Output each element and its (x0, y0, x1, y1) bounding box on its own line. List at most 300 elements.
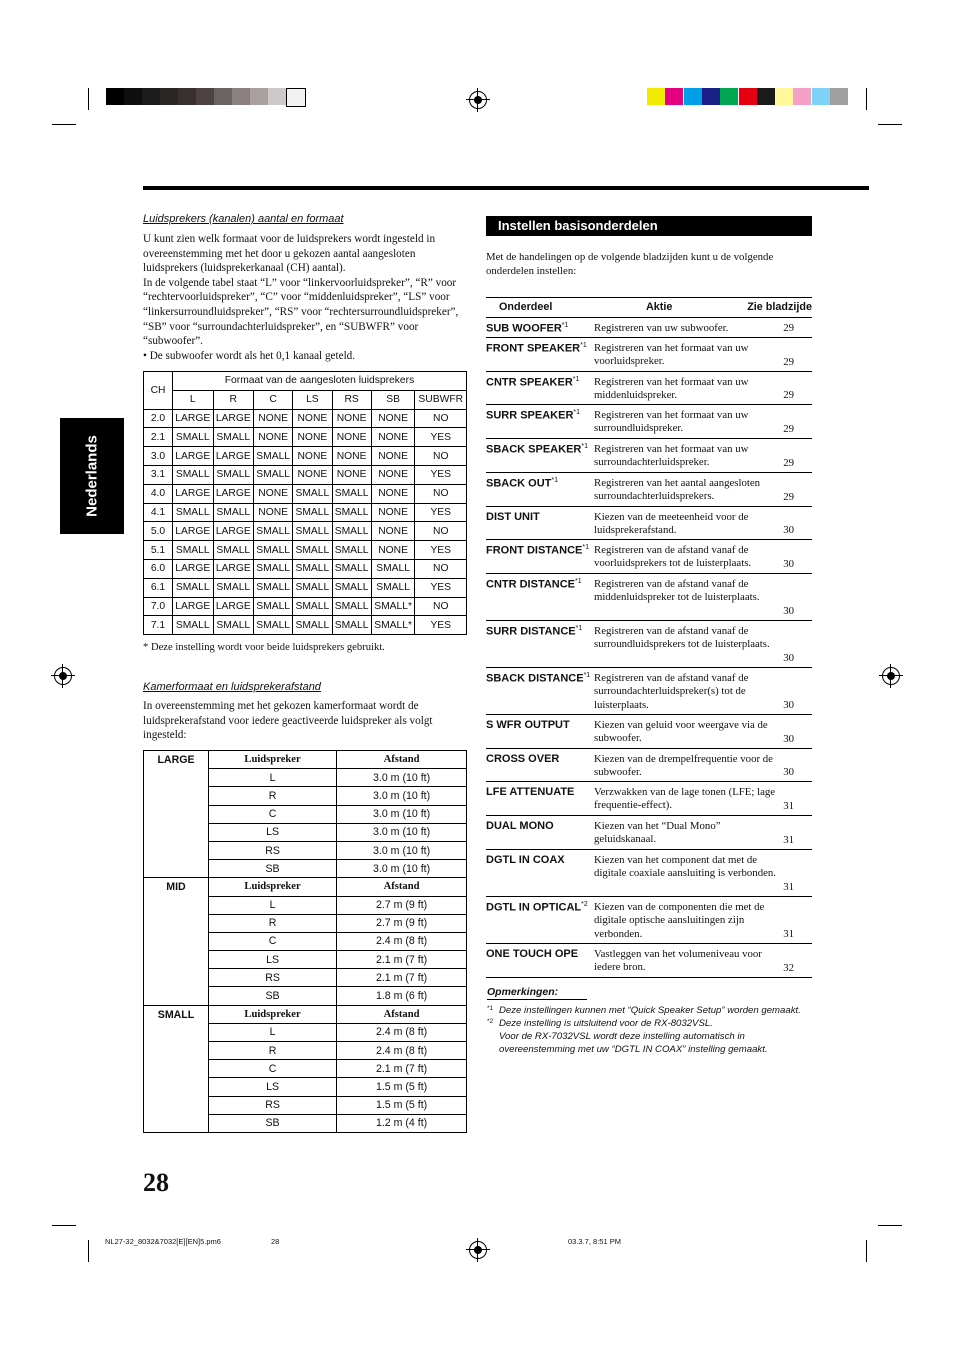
item-name (486, 854, 565, 866)
item-page: 29 (783, 322, 794, 334)
speaker-cell: R (209, 787, 337, 805)
size-cell: NONE (371, 522, 415, 541)
size-cell: NONE (332, 428, 371, 447)
footnote-mark: *1 (581, 443, 588, 450)
color-swatch (812, 88, 830, 105)
table-row (144, 878, 467, 896)
item-description: Kiezen van het component dat met de digitale coaxiale aansluiting is verbonden. (594, 854, 776, 880)
size-cell: SMALL (254, 597, 293, 616)
distance-cell: 2.1 m (7 ft) (337, 1060, 467, 1078)
item-name-text: FRONT SPEAKER (486, 342, 581, 355)
registration-mark-icon (54, 667, 72, 685)
item-name (486, 443, 588, 456)
distance-col-header: Afstand (337, 1005, 467, 1023)
color-swatch (665, 88, 683, 105)
distance-cell: 1.5 m (5 ft) (337, 1096, 467, 1114)
item-description: Registreren van de afstand vanaf de surroundluidsprekers tot de luisterplaats. (594, 625, 770, 651)
color-swatch (739, 88, 757, 105)
crop-mark (878, 124, 902, 125)
size-cell: LARGE (173, 597, 214, 616)
item-name (486, 477, 558, 490)
ch-count-cell: 2.1 (144, 428, 173, 447)
size-cell: NO (415, 484, 467, 503)
size-cell: NONE (254, 484, 293, 503)
note-text: Deze instelling is uitsluitend voor de RX-8032VSL. (499, 1018, 713, 1029)
item-name (486, 625, 582, 638)
size-cell: SMALL (213, 578, 254, 597)
item-name (486, 409, 580, 422)
notes-heading (487, 986, 587, 1000)
size-cell: SMALL (332, 559, 371, 578)
size-cell: SMALL (213, 503, 254, 522)
size-cell: SMALL (173, 578, 214, 597)
gray-swatch (232, 88, 250, 105)
footnote-mark: *1 (551, 477, 559, 484)
ch-count-cell: 6.1 (144, 578, 173, 597)
item-page: 32 (783, 962, 794, 974)
item-name-text: ONE TOUCH OPE (486, 948, 579, 960)
size-cell: NO (415, 559, 467, 578)
size-cell: NONE (371, 409, 415, 428)
settings-item-row (486, 405, 812, 439)
item-page: 29 (783, 491, 794, 503)
item-name-text: SBACK SPEAKER (486, 443, 582, 456)
size-cell: YES (415, 428, 467, 447)
size-cell: LARGE (213, 447, 254, 466)
size-cell: LARGE (213, 559, 254, 578)
distance-cell: 1.2 m (4 ft) (337, 1114, 467, 1132)
size-cell: SMALL (173, 428, 214, 447)
crop-mark (866, 88, 867, 110)
note-item (487, 1030, 805, 1056)
distance-cell: 2.1 m (7 ft) (337, 951, 467, 969)
size-cell: YES (415, 465, 467, 484)
settings-item-row (486, 782, 812, 816)
speaker-col-header: Luidspreker (209, 878, 337, 896)
size-cell: SMALL (332, 503, 371, 522)
note-item (487, 1004, 805, 1017)
footnote-mark: *1 (572, 376, 580, 383)
gray-swatch (124, 88, 142, 105)
legend-paragraph: In de volgende tabel staat “L” voor “linkervoorluidspreker”, “R” voor “rechtervoorluidspreker”, “C” voor “middenluidspreker”, “LS” voor “linkersurroundluidspreker”, “RS” voor “rechtersurroundluidspreker”, “SB” voor “surroundachterluidspreker”, en “SUBWFR” voor “subwoofer”. (143, 276, 459, 348)
speaker-cell: C (209, 1060, 337, 1078)
size-cell: NONE (293, 428, 332, 447)
size-cell: SMALL (213, 465, 254, 484)
size-cell: SMALL (254, 559, 293, 578)
speaker-col-header: Luidspreker (209, 1005, 337, 1023)
speaker-count-heading: Luidsprekers (kanalen) aantal en formaat (143, 213, 344, 225)
size-group-header: Formaat van de aangesloten luidsprekers (173, 372, 467, 391)
footnote-mark: *1 (575, 578, 582, 585)
item-description: Registreren van het formaat van uw surroundluidspreker. (594, 409, 749, 435)
size-cell: SMALL (213, 541, 254, 560)
item-description: Kiezen van het “Dual Mono” geluidskanaal. (594, 820, 721, 846)
color-swatch (647, 88, 665, 105)
size-cell: YES (415, 578, 467, 597)
item-name (486, 342, 587, 355)
item-name (486, 820, 554, 832)
item-name-text: CNTR DISTANCE (486, 578, 576, 591)
item-page: 29 (783, 457, 794, 469)
item-description: Registreren van het aantal aangesloten surroundachterluidsprekers. (594, 477, 761, 503)
page-number: 28 (143, 1168, 169, 1197)
distance-cell: 3.0 m (10 ft) (337, 841, 467, 859)
section-heading-bar (486, 216, 812, 236)
speaker-cell: C (209, 932, 337, 950)
speaker-distance-table (143, 750, 467, 1133)
size-cell: LARGE (173, 522, 214, 541)
size-cell: SMALL* (371, 597, 415, 616)
size-cell: NONE (293, 409, 332, 428)
room-size-paragraph: In overeenstemming met het gekozen kamerformaat wordt de luidsprekerafstand voor iedere geactiveerde luidspreker als volgt ingesteld: (143, 700, 433, 742)
size-cell: SMALL (371, 559, 415, 578)
registration-mark-icon (469, 1241, 487, 1259)
distance-col-header: Afstand (337, 751, 467, 769)
item-page: 30 (783, 652, 794, 664)
speaker-cell: LS (209, 951, 337, 969)
size-cell: NONE (371, 447, 415, 466)
item-page: 30 (783, 558, 794, 570)
ch-column-header: C (254, 390, 293, 409)
item-name-text: S WFR OUTPUT (486, 719, 570, 731)
distance-cell: 3.0 m (10 ft) (337, 769, 467, 787)
footnote-mark: *1 (575, 625, 583, 632)
gray-swatch (160, 88, 178, 105)
settings-item-row (486, 715, 812, 749)
speaker-cell: LS (209, 823, 337, 841)
size-cell: SMALL (173, 616, 214, 635)
settings-item-row (486, 338, 812, 372)
item-page: 31 (783, 928, 794, 940)
item-name (486, 948, 578, 960)
item-description: Kiezen van de drempelfrequentie voor de subwoofer. (594, 753, 773, 779)
size-cell: NONE (332, 409, 371, 428)
size-cell: SMALL (254, 522, 293, 541)
table-row (144, 522, 467, 541)
distance-cell: 2.7 m (9 ft) (337, 914, 467, 932)
settings-item-row (486, 749, 812, 782)
settings-item-row (486, 816, 812, 850)
table-row (144, 484, 467, 503)
item-description: Registreren van uw subwoofer. (594, 322, 729, 334)
size-cell: SMALL (332, 578, 371, 597)
size-cell: NONE (254, 409, 293, 428)
item-name-text: SBACK DISTANCE (486, 672, 584, 685)
gray-swatch (268, 88, 286, 105)
speaker-cell: SB (209, 1114, 337, 1132)
settings-item-row (486, 318, 812, 338)
table-row (144, 1005, 467, 1023)
size-cell: SMALL (293, 597, 332, 616)
footer-page: 28 (271, 1237, 280, 1246)
size-cell: NONE (293, 465, 332, 484)
size-cell: YES (415, 541, 467, 560)
color-swatch (830, 88, 848, 105)
item-description: Registreren van het formaat van uw middenluidspreker. (594, 376, 749, 402)
color-swatch (684, 88, 702, 105)
distance-cell: 3.0 m (10 ft) (337, 805, 467, 823)
ch-count-cell: 3.0 (144, 447, 173, 466)
footnote-mark: *1 (561, 322, 569, 329)
size-cell: SMALL (332, 484, 371, 503)
size-cell: NONE (254, 503, 293, 522)
size-cell: SMALL (213, 616, 254, 635)
crop-mark (88, 88, 89, 110)
ch-count-cell: 5.1 (144, 541, 173, 560)
color-swatch (793, 88, 811, 105)
distance-cell: 2.4 m (8 ft) (337, 932, 467, 950)
settings-item-row (486, 439, 812, 473)
size-cell: SMALL (254, 578, 293, 597)
notes-list (487, 1004, 805, 1056)
registration-mark-icon (469, 91, 487, 109)
speaker-cell: L (209, 896, 337, 914)
distance-cell: 1.5 m (5 ft) (337, 1078, 467, 1096)
table-row (144, 751, 467, 769)
size-cell: SMALL (293, 522, 332, 541)
item-description: Registreren van het formaat van uw voorluidspreker. (594, 342, 749, 368)
item-name-text: DGTL IN OPTICAL (486, 901, 582, 914)
item-page: 30 (783, 699, 794, 711)
gray-swatch (250, 88, 268, 105)
note-text: Voor de RX-7032VSL wordt deze instelling automatisch in overeenstemming met uw “DGTL IN COAX” instelling gemaakt. (499, 1031, 768, 1055)
gray-swatch (214, 88, 232, 105)
item-name-text: CNTR SPEAKER (486, 376, 573, 389)
size-cell: NO (415, 409, 467, 428)
size-cell: SMALL (254, 465, 293, 484)
item-name (486, 753, 559, 765)
item-name (486, 786, 574, 798)
size-cell: LARGE (173, 484, 214, 503)
speaker-cell: RS (209, 841, 337, 859)
crop-mark (878, 1225, 902, 1226)
footer-filename: NL27-32_8032&7032[E][EN]5.pm6 (105, 1237, 221, 1246)
size-cell: NONE (371, 541, 415, 560)
item-name-text: DGTL IN COAX (486, 854, 565, 866)
size-cell: NONE (371, 484, 415, 503)
speaker-cell: L (209, 769, 337, 787)
table-row (144, 409, 467, 428)
speaker-cell: RS (209, 1096, 337, 1114)
ch-column-header: LS (293, 390, 332, 409)
room-size-cell: LARGE (144, 751, 209, 878)
item-description: Kiezen van de meeteenheid voor de luidsprekerafstand. (594, 511, 749, 537)
crop-mark (88, 1240, 89, 1262)
ch-count-cell: 7.0 (144, 597, 173, 616)
table-row (144, 597, 467, 616)
room-size-heading: Kamerformaat en luidsprekerafstand (143, 681, 321, 693)
header-rule (143, 186, 869, 190)
settings-item-row (486, 473, 812, 507)
footnote-mark: *1 (582, 544, 589, 551)
size-cell: SMALL (293, 541, 332, 560)
distance-cell: 2.1 m (7 ft) (337, 969, 467, 987)
size-cell: NONE (371, 428, 415, 447)
settings-item-row (486, 372, 812, 405)
item-page: 31 (783, 881, 794, 893)
gray-swatch (142, 88, 160, 105)
item-name (486, 578, 582, 591)
size-cell: SMALL (332, 541, 371, 560)
size-cell: LARGE (213, 484, 254, 503)
speaker-cell: L (209, 1023, 337, 1041)
table-row (144, 559, 467, 578)
ch-count-cell: 7.1 (144, 616, 173, 635)
size-cell: LARGE (213, 597, 254, 616)
ch-column-header: RS (332, 390, 371, 409)
ch-count-cell: 5.0 (144, 522, 173, 541)
size-cell: SMALL (254, 447, 293, 466)
size-cell: LARGE (173, 409, 214, 428)
table-row (144, 465, 467, 484)
registration-mark-icon (882, 667, 900, 685)
speaker-count-paragraph (143, 232, 465, 363)
item-name-text: FRONT DISTANCE (486, 544, 583, 557)
settings-item-row (486, 668, 812, 715)
item-name-text: DIST UNIT (486, 511, 540, 523)
table-row (144, 578, 467, 597)
item-description: Registreren van de afstand vanaf de voorluidsprekers tot de luisterplaats. (594, 544, 752, 570)
gray-swatch (286, 88, 306, 107)
item-name (486, 376, 579, 389)
footnote-mark: *1 (583, 672, 591, 679)
settings-item-row (486, 897, 812, 944)
ch-column-header: SUBWFR (415, 390, 467, 409)
item-description: Registreren van de afstand vanaf de middenluidspreker tot de luisterplaats. (594, 578, 760, 604)
ch-column-header: SB (371, 390, 415, 409)
item-description: Vastleggen van het volumeniveau voor iedere bron. (594, 948, 762, 974)
size-cell: SMALL* (371, 616, 415, 635)
item-description: Registreren van de afstand vanaf de surroundachterluidspreker(s) tot de luisterplaats. (594, 672, 749, 711)
item-name (486, 719, 570, 731)
settings-item-row (486, 621, 812, 668)
settings-item-row (486, 944, 812, 978)
room-size-cell: SMALL (144, 1005, 209, 1132)
item-name-text: SUB WOOFER (486, 322, 562, 335)
footnote-mark: *2 (581, 901, 588, 908)
size-cell: YES (415, 616, 467, 635)
items-header-row (486, 297, 812, 318)
size-cell: SMALL (173, 541, 214, 560)
item-page: 30 (783, 605, 794, 617)
table-row (144, 447, 467, 466)
subwoofer-bullet: • De subwoofer wordt als het 0,1 kanaal geteld. (143, 349, 356, 362)
crop-mark (52, 1225, 76, 1226)
item-name-text: DUAL MONO (486, 820, 554, 832)
size-cell: NONE (254, 428, 293, 447)
item-page: 29 (783, 423, 794, 435)
settings-item-row (486, 540, 812, 574)
col-action-header: Aktie (646, 301, 673, 313)
item-name-text: SBACK OUT (486, 477, 552, 490)
distance-cell: 3.0 m (10 ft) (337, 823, 467, 841)
size-cell: SMALL (332, 522, 371, 541)
table-row (144, 616, 467, 635)
distance-cell: 2.4 m (8 ft) (337, 1023, 467, 1041)
ch-column-header: L (173, 390, 214, 409)
settings-item-row (486, 850, 812, 897)
gray-swatch (106, 88, 124, 105)
item-page: 30 (783, 733, 794, 745)
item-name (486, 322, 568, 335)
size-cell: NONE (371, 465, 415, 484)
size-cell: NONE (332, 447, 371, 466)
gray-swatch (178, 88, 196, 105)
crop-mark (52, 124, 76, 125)
table-row (144, 541, 467, 560)
intro-text: Met de handelingen op de volgende bladzijden kunt u de volgende onderdelen instellen: (486, 251, 774, 277)
item-name-text: CROSS OVER (486, 753, 560, 765)
speaker-cell: C (209, 805, 337, 823)
note-item (487, 1017, 805, 1030)
note-mark: *2 (487, 1018, 494, 1025)
size-cell: SMALL (173, 465, 214, 484)
gray-swatch (196, 88, 214, 105)
size-cell: LARGE (213, 522, 254, 541)
distance-cell: 3.0 m (10 ft) (337, 787, 467, 805)
item-page: 31 (783, 834, 794, 846)
item-page: 29 (783, 389, 794, 401)
note-mark: *1 (487, 1005, 494, 1012)
distance-cell: 2.7 m (9 ft) (337, 896, 467, 914)
size-cell: SMALL (332, 597, 371, 616)
ch-count-cell: 2.0 (144, 409, 173, 428)
ch-header: CH (144, 372, 173, 410)
item-name-text: SURR DISTANCE (486, 625, 576, 638)
item-description: Kiezen van geluid voor weergave via de subwoofer. (594, 719, 768, 745)
settings-item-row (486, 574, 812, 621)
item-description: Registreren van het formaat van uw surroundachterluidspreker. (594, 443, 749, 469)
footnote-mark: *1 (573, 409, 581, 416)
item-name-text: LFE ATTENUATE (486, 786, 575, 798)
crop-mark (866, 1240, 867, 1262)
language-side-tab (60, 418, 124, 534)
settings-item-row (486, 507, 812, 540)
item-name-text: SURR SPEAKER (486, 409, 574, 422)
size-cell: NONE (332, 465, 371, 484)
item-page: 29 (783, 356, 794, 368)
size-cell: YES (415, 503, 467, 522)
color-swatch (775, 88, 793, 105)
item-name (486, 672, 590, 685)
speaker-cell: LS (209, 1078, 337, 1096)
footnote-mark: *1 (580, 342, 587, 349)
ch-count-cell: 4.1 (144, 503, 173, 522)
size-cell: SMALL (332, 616, 371, 635)
col-item-header: Onderdeel (499, 301, 553, 313)
side-tab-label: Nederlands (83, 435, 101, 517)
item-description: Kiezen van de componenten die met de digitale optische aansluitingen zijn verbonden. (594, 901, 765, 940)
size-cell: SMALL (254, 616, 293, 635)
speaker-cell: RS (209, 969, 337, 987)
size-cell: SMALL (371, 578, 415, 597)
size-cell: SMALL (293, 578, 332, 597)
size-cell: SMALL (293, 559, 332, 578)
item-page: 30 (783, 766, 794, 778)
speaker-cell: SB (209, 987, 337, 1005)
settings-items-table (486, 297, 812, 978)
table-row (144, 503, 467, 522)
size-cell: LARGE (173, 447, 214, 466)
ch-count-cell: 4.0 (144, 484, 173, 503)
channel-size-table (143, 371, 467, 635)
section-heading: Instellen basisonderdelen (498, 218, 658, 233)
speaker-col-header: Luidspreker (209, 751, 337, 769)
size-cell: NO (415, 522, 467, 541)
size-cell: LARGE (173, 559, 214, 578)
size-cell: NO (415, 447, 467, 466)
color-swatch (702, 88, 720, 105)
